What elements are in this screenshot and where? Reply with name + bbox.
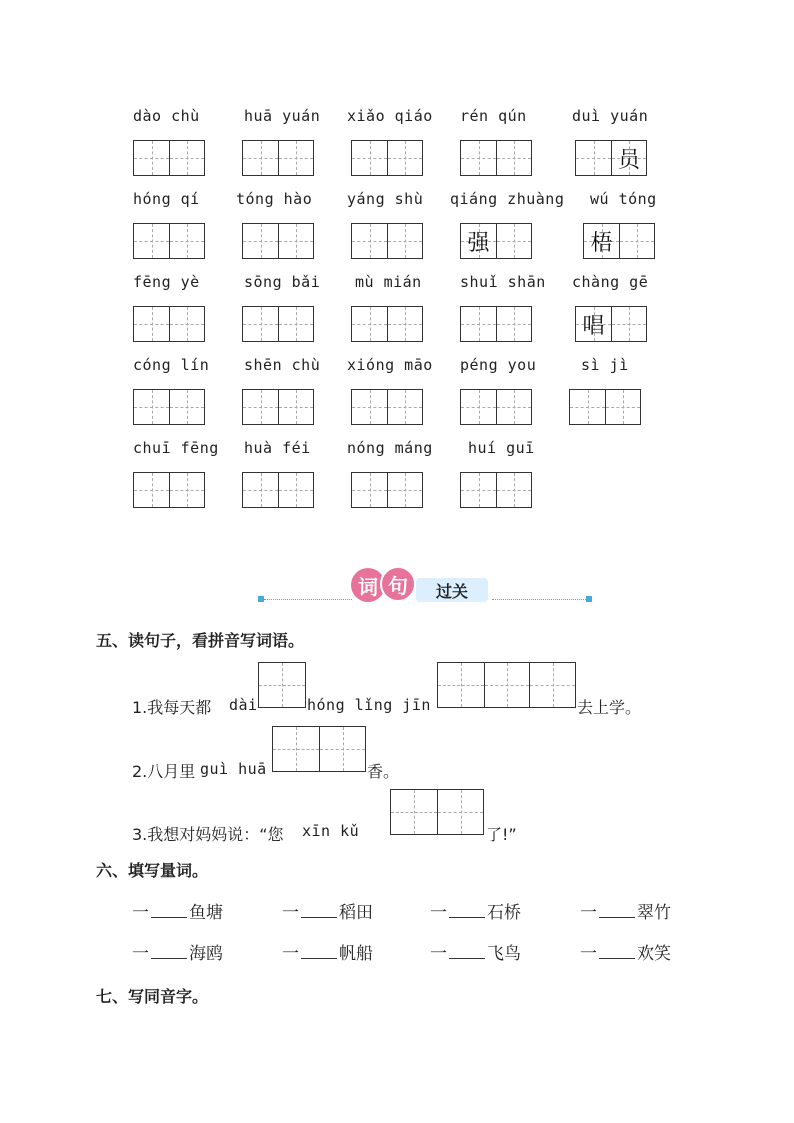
measure-blank[interactable] (301, 903, 337, 918)
char-cell[interactable] (391, 790, 437, 834)
pinyin-label: rén qún (460, 107, 527, 125)
char-cell[interactable] (352, 473, 387, 507)
measure-word-item (430, 898, 521, 923)
measure-noun: 鱼塘 (189, 903, 223, 923)
char-box[interactable] (575, 140, 647, 176)
char-cell[interactable] (273, 727, 319, 771)
measure-blank[interactable] (301, 944, 337, 959)
char-cell[interactable] (278, 141, 313, 175)
char-cell[interactable] (169, 224, 204, 258)
char-box[interactable] (351, 140, 423, 176)
char-cell[interactable] (278, 390, 313, 424)
pinyin-label: yáng shù (347, 190, 424, 208)
pinyin-label: xiǎo qiáo (347, 107, 433, 125)
char-cell[interactable] (496, 390, 531, 424)
measure-noun: 翠竹 (637, 903, 671, 923)
char-cell[interactable] (169, 307, 204, 341)
measure-prefix: 一 (282, 944, 299, 964)
measure-blank[interactable] (599, 903, 635, 918)
measure-noun: 欢笑 (637, 944, 671, 964)
char-cell[interactable] (243, 224, 278, 258)
pinyin-label: nóng máng (347, 439, 433, 457)
measure-blank[interactable] (151, 903, 187, 918)
measure-prefix: 一 (580, 944, 597, 964)
char-cell[interactable] (611, 141, 646, 175)
pinyin-label: hóng qí (133, 190, 200, 208)
char-cell[interactable] (605, 390, 640, 424)
char-box[interactable] (460, 140, 532, 176)
char-cell[interactable] (352, 307, 387, 341)
measure-word-item (282, 939, 373, 964)
pinyin-label: shēn chù (244, 356, 321, 374)
char-box[interactable] (575, 306, 647, 342)
measure-prefix: 一 (282, 903, 299, 923)
s2-pinyin: guì huā (200, 760, 267, 778)
char-cell[interactable] (243, 473, 278, 507)
char-cell[interactable] (496, 473, 531, 507)
pinyin-label: huà féi (244, 439, 311, 457)
s1-char-box-2[interactable] (437, 662, 576, 708)
measure-noun: 稻田 (339, 903, 373, 923)
measure-prefix: 一 (430, 944, 447, 964)
pinyin-label: sōng bǎi (244, 273, 321, 291)
banner-left-line (264, 599, 352, 600)
measure-noun: 石桥 (487, 903, 521, 923)
char-box[interactable] (133, 306, 205, 342)
pinyin-label: huí guī (468, 439, 535, 457)
pinyin-label: sì jì (581, 356, 629, 374)
measure-prefix: 一 (430, 903, 447, 923)
s1-suffix: 去上学。 (577, 698, 642, 717)
char-cell[interactable] (438, 663, 484, 707)
filled-char: 强 (467, 230, 490, 256)
measure-prefix: 一 (132, 944, 149, 964)
char-cell[interactable] (461, 224, 496, 258)
char-box[interactable] (242, 389, 314, 425)
pinyin-label: dào chù (133, 107, 200, 125)
char-box[interactable] (133, 472, 205, 508)
measure-word-item (132, 898, 223, 923)
measure-noun: 海鸥 (189, 944, 223, 964)
char-cell[interactable] (243, 307, 278, 341)
char-cell[interactable] (437, 790, 483, 834)
measure-word-item (430, 939, 521, 964)
char-cell[interactable] (278, 473, 313, 507)
char-cell[interactable] (576, 141, 611, 175)
measure-blank[interactable] (449, 944, 485, 959)
pinyin-label: chuī fēng (133, 439, 219, 457)
s2-prefix: 2.八月里 (132, 762, 196, 781)
char-box[interactable] (583, 223, 655, 259)
s1-pinyin-2: hóng lǐng jīn (307, 696, 431, 714)
char-cell[interactable] (134, 473, 169, 507)
measure-word-item (282, 898, 373, 923)
measure-blank[interactable] (151, 944, 187, 959)
measure-word-item (580, 898, 671, 923)
char-cell[interactable] (134, 390, 169, 424)
char-box[interactable] (242, 472, 314, 508)
pinyin-label: péng you (460, 356, 537, 374)
s3-pinyin: xīn kǔ (302, 822, 360, 840)
filled-char: 唱 (582, 313, 605, 339)
char-cell[interactable] (584, 224, 619, 258)
char-box[interactable] (242, 140, 314, 176)
char-cell[interactable] (461, 390, 496, 424)
s1-char-box-1[interactable] (258, 662, 306, 708)
section6-heading: 六、填写量词。 (96, 861, 209, 880)
s3-suffix: 了!” (486, 825, 517, 844)
measure-noun: 飞鸟 (487, 944, 521, 964)
char-cell[interactable] (278, 307, 313, 341)
char-cell[interactable] (496, 141, 531, 175)
pinyin-label: cóng lín (133, 356, 210, 374)
char-cell[interactable] (169, 473, 204, 507)
pinyin-label: fēng yè (133, 273, 200, 291)
char-cell[interactable] (387, 390, 422, 424)
char-cell[interactable] (461, 141, 496, 175)
measure-word-item (132, 939, 223, 964)
pinyin-label: xióng māo (347, 356, 433, 374)
pinyin-label: huā yuán (244, 107, 321, 125)
s2-char-box[interactable] (272, 726, 366, 772)
char-box[interactable] (133, 140, 205, 176)
char-box[interactable] (460, 389, 532, 425)
banner-char-2: 句 (388, 573, 408, 598)
char-cell[interactable] (319, 727, 365, 771)
char-box[interactable] (351, 389, 423, 425)
filled-char: 员 (617, 147, 640, 173)
char-cell[interactable] (352, 224, 387, 258)
pinyin-label: chàng gē (572, 273, 649, 291)
char-cell[interactable] (352, 390, 387, 424)
measure-blank[interactable] (599, 944, 635, 959)
char-cell[interactable] (570, 390, 605, 424)
pinyin-label: mù mián (355, 273, 422, 291)
char-box[interactable] (460, 472, 532, 508)
char-cell[interactable] (134, 224, 169, 258)
char-cell[interactable] (387, 224, 422, 258)
char-box[interactable] (460, 306, 532, 342)
s2-suffix: 香。 (367, 762, 400, 781)
pinyin-label: wú tóng (590, 190, 657, 208)
char-box[interactable] (133, 223, 205, 259)
char-cell[interactable] (243, 390, 278, 424)
char-cell[interactable] (611, 307, 646, 341)
char-cell[interactable] (496, 224, 531, 258)
char-cell[interactable] (278, 224, 313, 258)
char-cell[interactable] (576, 307, 611, 341)
filled-char: 梧 (590, 230, 613, 256)
banner-label-box (416, 578, 488, 602)
char-cell[interactable] (387, 473, 422, 507)
char-cell[interactable] (387, 141, 422, 175)
char-cell[interactable] (352, 141, 387, 175)
char-box[interactable] (242, 306, 314, 342)
banner-char-1: 词 (358, 574, 378, 599)
char-box[interactable] (133, 389, 205, 425)
section7-heading: 七、写同音字。 (96, 987, 209, 1006)
char-cell[interactable] (169, 141, 204, 175)
pinyin-label: duì yuán (572, 107, 649, 125)
s3-char-box[interactable] (390, 789, 484, 835)
char-cell[interactable] (461, 307, 496, 341)
char-cell[interactable] (619, 224, 654, 258)
section-banner (258, 566, 594, 610)
section5-heading: 五、读句子，看拼音写词语。 (96, 631, 305, 650)
banner-right-dot (586, 596, 592, 602)
pinyin-label: shuǐ shān (460, 273, 546, 291)
char-box[interactable] (351, 223, 423, 259)
s1-pinyin-1: dài (229, 696, 258, 714)
s3-prefix: 3.我想对妈妈说：“您 (132, 825, 284, 844)
pinyin-label: tóng hào (236, 190, 313, 208)
measure-prefix: 一 (580, 903, 597, 923)
char-cell[interactable] (461, 473, 496, 507)
char-cell[interactable] (387, 307, 422, 341)
s1-prefix: 1.我每天都 (132, 698, 212, 717)
char-box[interactable] (242, 223, 314, 259)
char-box[interactable] (351, 306, 423, 342)
measure-noun: 帆船 (339, 944, 373, 964)
char-cell[interactable] (484, 663, 530, 707)
measure-blank[interactable] (449, 903, 485, 918)
char-cell[interactable] (496, 307, 531, 341)
char-cell[interactable] (169, 390, 204, 424)
pinyin-label: qiáng zhuàng (450, 190, 565, 208)
banner-circle-2 (380, 566, 416, 602)
measure-prefix: 一 (132, 903, 149, 923)
banner-right-line (492, 599, 586, 600)
measure-word-item (580, 939, 671, 964)
char-box[interactable] (569, 389, 641, 425)
char-cell[interactable] (243, 141, 278, 175)
char-cell[interactable] (134, 141, 169, 175)
char-cell[interactable] (259, 663, 305, 707)
char-cell[interactable] (134, 307, 169, 341)
char-box[interactable] (460, 223, 532, 259)
banner-label: 过关 (435, 581, 468, 601)
char-cell[interactable] (529, 663, 575, 707)
char-box[interactable] (351, 472, 423, 508)
